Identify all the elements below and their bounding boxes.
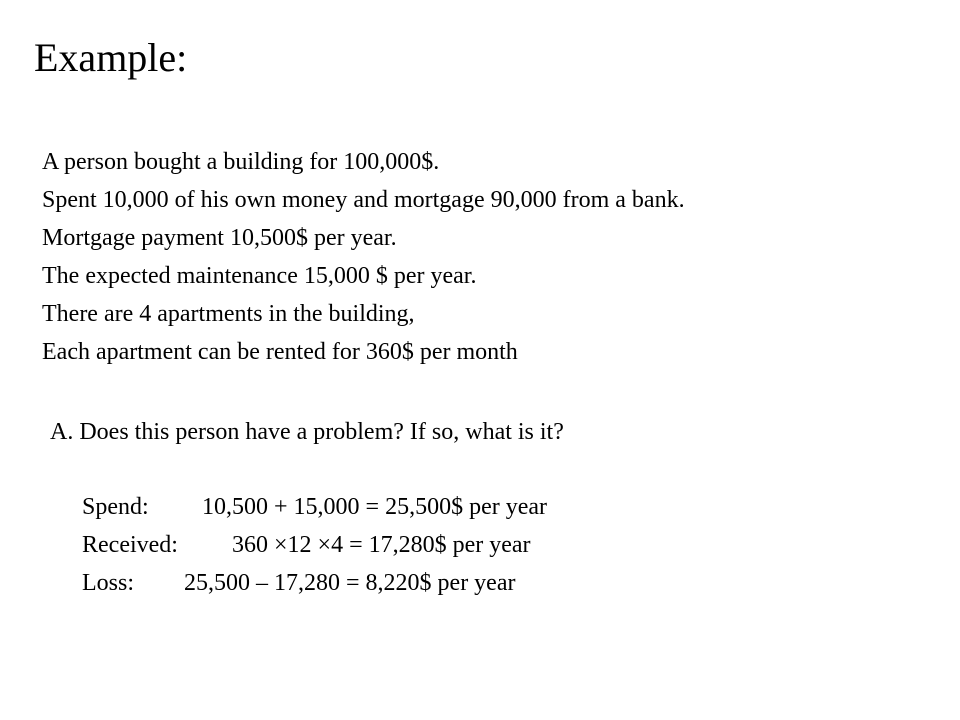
loss-label: Loss: [82, 570, 135, 596]
problem-line-mortgage-payment: Mortgage payment 10,500$ per year. [42, 225, 397, 251]
question-a: A. Does this person have a problem? If so, what is it? [50, 419, 564, 445]
answer-block [82, 488, 547, 602]
problem-line-financing: Spent 10,000 of his own money and mortgage 90,000 from a bank. [42, 187, 685, 213]
spend-label: Spend: [82, 494, 149, 520]
answer-row-received [82, 526, 547, 564]
problem-line-apartments: There are 4 apartments in the building, [42, 301, 415, 327]
problem-statement [42, 143, 685, 371]
answer-row-spend [82, 488, 547, 526]
problem-line-rent: Each apartment can be rented for 360$ per month [42, 339, 518, 365]
received-label: Received: [82, 532, 178, 558]
received-calculation: 360 ×12 ×4 = 17,280$ per year [232, 532, 531, 558]
spend-calculation: 10,500 + 15,000 = 25,500$ per year [202, 494, 548, 520]
answer-row-loss [82, 564, 547, 602]
problem-line-maintenance: The expected maintenance 15,000 $ per year. [42, 263, 477, 289]
problem-line-purchase: A person bought a building for 100,000$. [42, 149, 440, 175]
slide-title: Example: [34, 35, 188, 80]
loss-calculation: 25,500 – 17,280 = 8,220$ per year [184, 570, 516, 596]
